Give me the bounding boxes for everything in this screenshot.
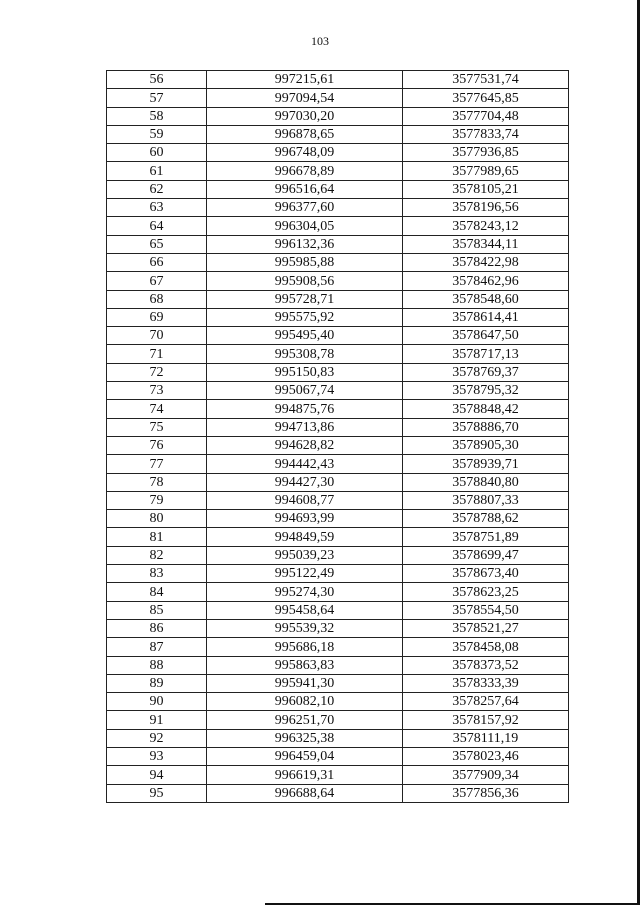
x-coordinate-cell: 994628,82: [207, 436, 403, 454]
point-number-cell: 90: [107, 693, 207, 711]
point-number-cell: 87: [107, 638, 207, 656]
y-coordinate-cell: 3578699,47: [403, 546, 569, 564]
table-row: [107, 473, 569, 491]
point-number-cell: 63: [107, 199, 207, 217]
x-coordinate-cell: 996878,65: [207, 125, 403, 143]
y-coordinate-cell: 3577989,65: [403, 162, 569, 180]
point-number-cell: 56: [107, 71, 207, 89]
x-coordinate-cell: 994713,86: [207, 418, 403, 436]
y-coordinate-cell: 3578769,37: [403, 363, 569, 381]
x-coordinate-cell: 995122,49: [207, 565, 403, 583]
table-row: [107, 766, 569, 784]
x-coordinate-cell: 995539,32: [207, 619, 403, 637]
y-coordinate-cell: 3577833,74: [403, 125, 569, 143]
y-coordinate-cell: 3578422,98: [403, 253, 569, 271]
x-coordinate-cell: 997094,54: [207, 89, 403, 107]
table-row: [107, 747, 569, 765]
x-coordinate-cell: 996516,64: [207, 180, 403, 198]
y-coordinate-cell: 3578795,32: [403, 382, 569, 400]
y-coordinate-cell: 3578373,52: [403, 656, 569, 674]
point-number-cell: 67: [107, 272, 207, 290]
point-number-cell: 88: [107, 656, 207, 674]
x-coordinate-cell: 996678,89: [207, 162, 403, 180]
x-coordinate-cell: 996132,36: [207, 235, 403, 253]
x-coordinate-cell: 997215,61: [207, 71, 403, 89]
point-number-cell: 64: [107, 217, 207, 235]
x-coordinate-cell: 996748,09: [207, 144, 403, 162]
table-row: [107, 345, 569, 363]
table-row: [107, 327, 569, 345]
y-coordinate-cell: 3577909,34: [403, 766, 569, 784]
point-number-cell: 93: [107, 747, 207, 765]
point-number-cell: 79: [107, 491, 207, 509]
point-number-cell: 76: [107, 436, 207, 454]
point-number-cell: 91: [107, 711, 207, 729]
table-row: [107, 89, 569, 107]
table-row: [107, 107, 569, 125]
table-row: [107, 674, 569, 692]
x-coordinate-cell: 996619,31: [207, 766, 403, 784]
y-coordinate-cell: 3578462,96: [403, 272, 569, 290]
y-coordinate-cell: 3578548,60: [403, 290, 569, 308]
x-coordinate-cell: 996325,38: [207, 729, 403, 747]
table-row: [107, 510, 569, 528]
table-row: [107, 418, 569, 436]
y-coordinate-cell: 3578848,42: [403, 400, 569, 418]
x-coordinate-cell: 995575,92: [207, 308, 403, 326]
x-coordinate-cell: 994442,43: [207, 455, 403, 473]
point-number-cell: 94: [107, 766, 207, 784]
y-coordinate-cell: 3578458,08: [403, 638, 569, 656]
point-number-cell: 62: [107, 180, 207, 198]
point-number-cell: 60: [107, 144, 207, 162]
point-number-cell: 83: [107, 565, 207, 583]
table-row: [107, 125, 569, 143]
x-coordinate-cell: 995985,88: [207, 253, 403, 271]
point-number-cell: 69: [107, 308, 207, 326]
y-coordinate-cell: 3578157,92: [403, 711, 569, 729]
y-coordinate-cell: 3578807,33: [403, 491, 569, 509]
table-row: [107, 729, 569, 747]
y-coordinate-cell: 3578623,25: [403, 583, 569, 601]
y-coordinate-cell: 3578105,21: [403, 180, 569, 198]
x-coordinate-cell: 995495,40: [207, 327, 403, 345]
point-number-cell: 66: [107, 253, 207, 271]
table-row: [107, 436, 569, 454]
point-number-cell: 57: [107, 89, 207, 107]
y-coordinate-cell: 3578788,62: [403, 510, 569, 528]
y-coordinate-cell: 3577645,85: [403, 89, 569, 107]
x-coordinate-cell: 995274,30: [207, 583, 403, 601]
table-row: [107, 601, 569, 619]
point-number-cell: 86: [107, 619, 207, 637]
table-row: [107, 235, 569, 253]
x-coordinate-cell: 995039,23: [207, 546, 403, 564]
table-row: [107, 253, 569, 271]
y-coordinate-cell: 3578257,64: [403, 693, 569, 711]
table-row: [107, 180, 569, 198]
table-row: [107, 583, 569, 601]
table-row: [107, 400, 569, 418]
x-coordinate-cell: 995067,74: [207, 382, 403, 400]
x-coordinate-cell: 996304,05: [207, 217, 403, 235]
y-coordinate-cell: 3578673,40: [403, 565, 569, 583]
x-coordinate-cell: 995908,56: [207, 272, 403, 290]
y-coordinate-cell: 3578023,46: [403, 747, 569, 765]
point-number-cell: 82: [107, 546, 207, 564]
point-number-cell: 89: [107, 674, 207, 692]
table-row: [107, 308, 569, 326]
x-coordinate-cell: 995308,78: [207, 345, 403, 363]
page-number: 103: [311, 34, 329, 48]
table-row: [107, 565, 569, 583]
y-coordinate-cell: 3578751,89: [403, 528, 569, 546]
y-coordinate-cell: 3578647,50: [403, 327, 569, 345]
y-coordinate-cell: 3578111,19: [403, 729, 569, 747]
point-number-cell: 77: [107, 455, 207, 473]
point-number-cell: 61: [107, 162, 207, 180]
y-coordinate-cell: 3578196,56: [403, 199, 569, 217]
y-coordinate-cell: 3578614,41: [403, 308, 569, 326]
table-row: [107, 71, 569, 89]
table-row: [107, 528, 569, 546]
table-row: [107, 619, 569, 637]
y-coordinate-cell: 3577531,74: [403, 71, 569, 89]
x-coordinate-cell: 996082,10: [207, 693, 403, 711]
x-coordinate-cell: 996377,60: [207, 199, 403, 217]
y-coordinate-cell: 3578905,30: [403, 436, 569, 454]
table-row: [107, 784, 569, 802]
table-row: [107, 455, 569, 473]
x-coordinate-cell: 995458,64: [207, 601, 403, 619]
x-coordinate-cell: 994608,77: [207, 491, 403, 509]
table-row: [107, 382, 569, 400]
table-row: [107, 363, 569, 381]
y-coordinate-cell: 3578333,39: [403, 674, 569, 692]
point-number-cell: 73: [107, 382, 207, 400]
table-row: [107, 290, 569, 308]
coordinates-table: [106, 70, 569, 803]
table-row: [107, 693, 569, 711]
table-row: [107, 217, 569, 235]
table-row: [107, 144, 569, 162]
x-coordinate-cell: 995728,71: [207, 290, 403, 308]
point-number-cell: 75: [107, 418, 207, 436]
y-coordinate-cell: 3577704,48: [403, 107, 569, 125]
x-coordinate-cell: 996688,64: [207, 784, 403, 802]
x-coordinate-cell: 996251,70: [207, 711, 403, 729]
point-number-cell: 85: [107, 601, 207, 619]
table-row: [107, 272, 569, 290]
table-row: [107, 546, 569, 564]
y-coordinate-cell: 3577856,36: [403, 784, 569, 802]
y-coordinate-cell: 3578939,71: [403, 455, 569, 473]
point-number-cell: 95: [107, 784, 207, 802]
point-number-cell: 80: [107, 510, 207, 528]
y-coordinate-cell: 3577936,85: [403, 144, 569, 162]
x-coordinate-cell: 995941,30: [207, 674, 403, 692]
point-number-cell: 59: [107, 125, 207, 143]
point-number-cell: 65: [107, 235, 207, 253]
point-number-cell: 71: [107, 345, 207, 363]
x-coordinate-cell: 994875,76: [207, 400, 403, 418]
point-number-cell: 92: [107, 729, 207, 747]
point-number-cell: 68: [107, 290, 207, 308]
y-coordinate-cell: 3578521,27: [403, 619, 569, 637]
x-coordinate-cell: 996459,04: [207, 747, 403, 765]
x-coordinate-cell: 994427,30: [207, 473, 403, 491]
y-coordinate-cell: 3578840,80: [403, 473, 569, 491]
x-coordinate-cell: 994693,99: [207, 510, 403, 528]
point-number-cell: 74: [107, 400, 207, 418]
x-coordinate-cell: 995686,18: [207, 638, 403, 656]
y-coordinate-cell: 3578717,13: [403, 345, 569, 363]
point-number-cell: 84: [107, 583, 207, 601]
table-row: [107, 656, 569, 674]
point-number-cell: 70: [107, 327, 207, 345]
table-row: [107, 638, 569, 656]
point-number-cell: 81: [107, 528, 207, 546]
y-coordinate-cell: 3578344,11: [403, 235, 569, 253]
table-row: [107, 162, 569, 180]
coordinates-table-body: [107, 71, 569, 803]
y-coordinate-cell: 3578886,70: [403, 418, 569, 436]
x-coordinate-cell: 995863,83: [207, 656, 403, 674]
point-number-cell: 72: [107, 363, 207, 381]
y-coordinate-cell: 3578554,50: [403, 601, 569, 619]
point-number-cell: 78: [107, 473, 207, 491]
table-row: [107, 491, 569, 509]
x-coordinate-cell: 997030,20: [207, 107, 403, 125]
x-coordinate-cell: 995150,83: [207, 363, 403, 381]
table-row: [107, 711, 569, 729]
y-coordinate-cell: 3578243,12: [403, 217, 569, 235]
x-coordinate-cell: 994849,59: [207, 528, 403, 546]
table-row: [107, 199, 569, 217]
point-number-cell: 58: [107, 107, 207, 125]
